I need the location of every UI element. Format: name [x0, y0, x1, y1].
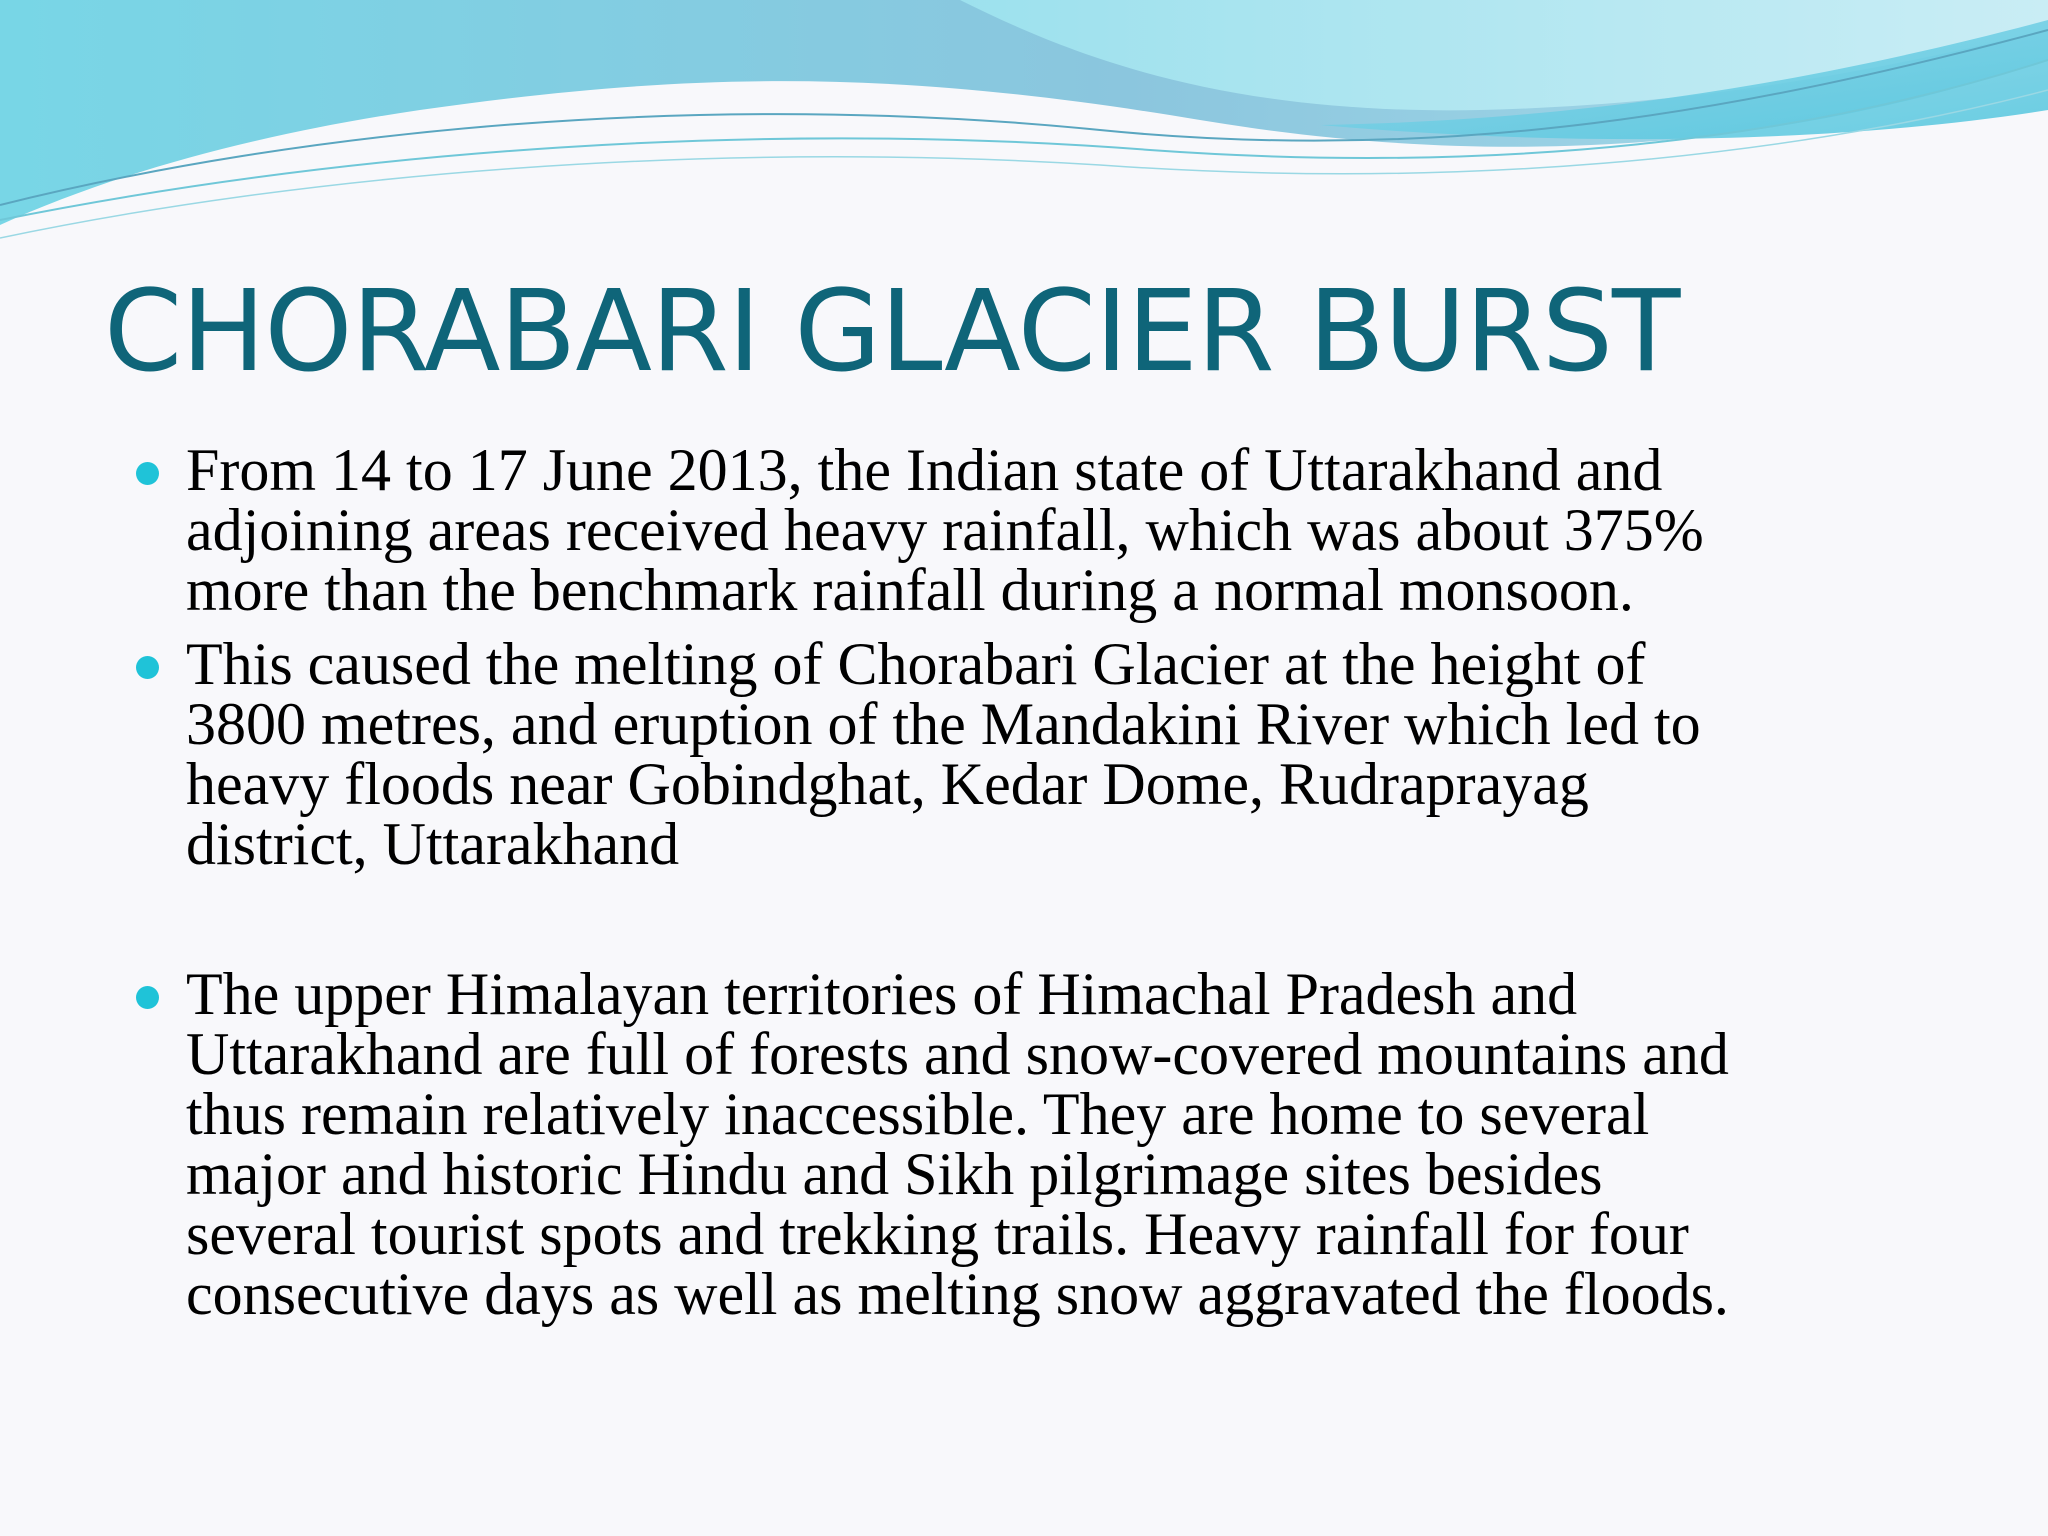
bullet-line: This caused the melting of Chorabari Glacier at the height of: [186, 631, 1646, 697]
bullet-dot-icon: [136, 986, 159, 1009]
bullet-line: district, Uttarakhand: [186, 811, 680, 877]
bullet-line: thus remain relatively inaccessible. They are home to several: [186, 1081, 1650, 1147]
slide-title: CHORABARI GLACIER BURST: [104, 267, 1680, 397]
bullet-line: major and historic Hindu and Sikh pilgrimage sites besides: [186, 1141, 1603, 1207]
bullet-line: 3800 metres, and eruption of the Mandakini River which led to: [186, 691, 1701, 757]
bullet-line: The upper Himalayan territories of Himachal Pradesh and: [186, 961, 1578, 1027]
bullet-dot-icon: [136, 656, 159, 679]
bullet-line: Uttarakhand are full of forests and snow-covered mountains and: [186, 1021, 1729, 1087]
bullet-line: heavy floods near Gobindghat, Kedar Dome, Rudraprayag: [186, 751, 1589, 817]
bullet-line: consecutive days as well as melting snow aggravated the floods.: [186, 1261, 1729, 1327]
bullet-line: several tourist spots and trekking trails. Heavy rainfall for four: [186, 1201, 1689, 1267]
bullet-item: [186, 961, 1946, 1327]
bullet-line: adjoining areas received heavy rainfall, which was about 375%: [186, 497, 1704, 563]
bullet-item: [186, 631, 1946, 877]
bullet-item: [186, 437, 1946, 623]
bullet-line: From 14 to 17 June 2013, the Indian state of Uttarakhand and: [186, 437, 1663, 503]
bullet-dot-icon: [136, 462, 159, 485]
bullet-line: more than the benchmark rainfall during a normal monsoon.: [186, 557, 1634, 623]
